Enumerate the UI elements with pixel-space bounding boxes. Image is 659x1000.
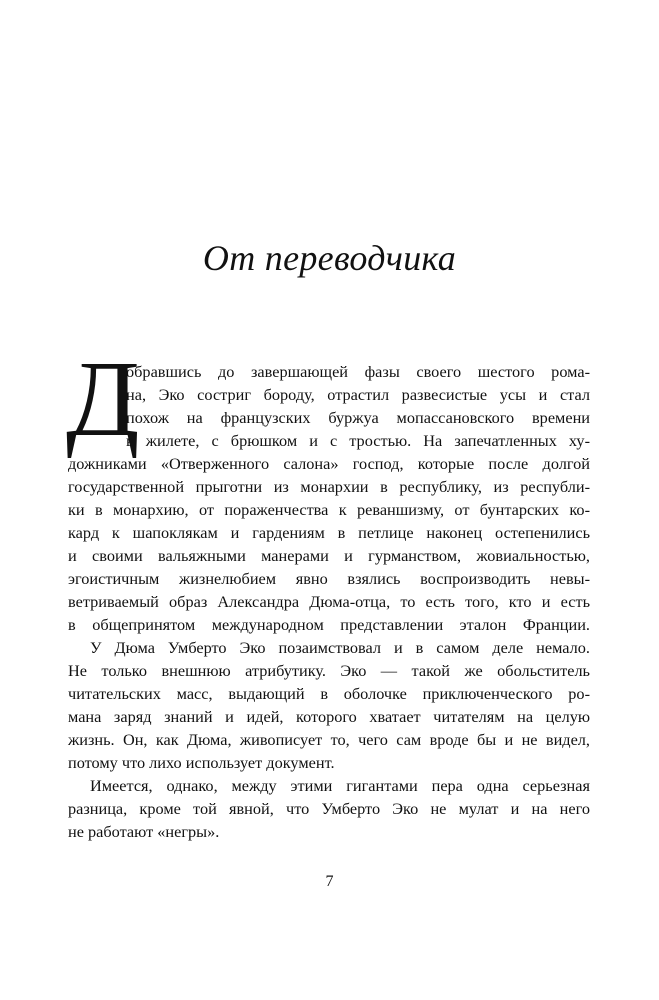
text-line: не работают «негры».	[68, 822, 220, 841]
text-line: обравшись до завершающей фазы своего шестого рома-	[126, 362, 590, 381]
text-line: на, Эко состриг бороду, отрастил развесистые усы и стал	[126, 385, 590, 404]
text-line: дожниками «Отверженного салона» господ, которые после долгой	[68, 454, 590, 473]
text-line: государственной прыготни из монархии в республику, из республи-	[68, 477, 590, 496]
chapter-title: От переводчика	[202, 238, 457, 278]
text-line: разница, кроме той явной, что Умберто Эко не мулат и на него	[68, 799, 590, 818]
text-line: потому что лихо использует документ.	[68, 753, 335, 772]
text-line: эгоистичным жизнелюбием явно взялись воспроизводить невы-	[68, 569, 590, 588]
text-line: в жилете, с брюшком и с тростью. На запечатленных ху-	[126, 431, 590, 450]
text-line: ки в монархию, от пораженчества к реваншизму, от бунтарских ко-	[68, 500, 590, 519]
text-line: похож на французских буржуа мопассановского времени	[126, 408, 590, 427]
text-line: читательских масс, выдающий в оболочке приключенческого ро-	[68, 684, 590, 703]
text-line: жизнь. Он, как Дюма, живописует то, чего сам вроде бы и не видел,	[68, 730, 590, 749]
text-line: Не только внешнюю атрибутику. Эко — такой же обольститель	[68, 661, 590, 680]
text-line: в общепринятом международном представлении эталон Франции.	[68, 615, 590, 634]
drop-cap: Д	[66, 340, 140, 459]
text-line: кард к шапоклякам и гардениям в петлице наконец остепенились	[68, 523, 590, 542]
text-line: У Дюма Умберто Эко позаимствовал и в самом деле немало.	[90, 638, 590, 657]
text-line: Имеется, однако, между этими гигантами пера одна серьезная	[90, 776, 590, 795]
text-line: и своими вальяжными манерами и гурманством, жовиальностью,	[68, 546, 590, 565]
text-line: ветриваемый образ Александра Дюма-отца, то есть того, кто и есть	[68, 592, 590, 611]
text-line: мана заряд знаний и идей, которого хватает читателям на целую	[68, 707, 590, 726]
page-number: 7	[325, 873, 334, 890]
